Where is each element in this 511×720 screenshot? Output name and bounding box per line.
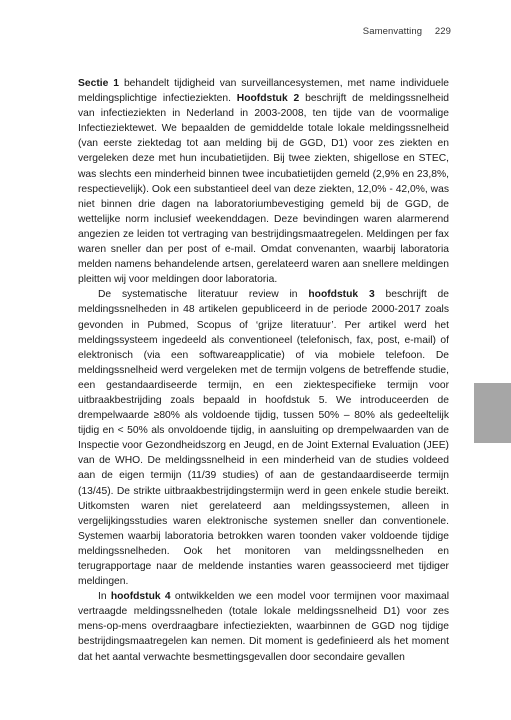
bold-term: Sectie 1 <box>78 78 120 89</box>
text-run: De systematische literatuur review in <box>98 289 309 301</box>
text-run: beschrijft de meldingssnelheid van infectieziekten in Nederland in 2003-2008, ten tijde van de voormalige Infectieziektewet. We bepaalden de gemiddelde totale lokale meldingssnelheid (van eerste ziektedag tot aan melding bij de GGD, D1) voor zes ziekten en vergeleken deze met hun incubatietijden. Bij twee ziekten, shigellose en STEC, was slechts een minderheid binnen twee incubatietijden gemeld (2,9% en 23,8%, respectievelijk). Ook een substantieel deel van deze ziekten, 12,0% - 42,0%, was niet binnen drie dagen na laboratoriumbevestiging gemeld bij de GGD, de wettelijke norm inclusief weekenddagen. Deze bevindingen waren alarmerend angezien ze leiden tot vertraging van bestrijdingsmaatregelen. Meldingen per fax waren sneller dan per post of e-mail. Omdat convenanten, waarbij laboratoria melden namens behandelende artsen, gerelateerd waren aan snellere meldingen pleitten wij voor meldingen door laboratoria. <box>78 93 449 286</box>
text-run: behandelt tijdigheid van surveillancesystemen, met name individuele meldingsplichtige infectieziekten. <box>78 78 449 105</box>
bold-term: hoofdstuk 3 <box>308 289 375 301</box>
page-number: 229 <box>434 26 451 37</box>
text-run: In <box>98 591 111 603</box>
bold-term: hoofdstuk 4 <box>110 591 171 603</box>
section-title: Samenvatting <box>362 26 423 37</box>
running-header <box>363 26 451 37</box>
text-run: beschrijft de meldingssnelheden in 48 artikelen gepubliceerd in de periode 2000-2017 zoals gevonden in Pubmed, Scopus of ‘grijze literatuur’. Per artikel werd het meldingssysteem ingedeeld als conventioneel (telefonisch, fax, post, e-mail) of elektronisch (via een softwareapplicatie) of via mobiele telefoon. De meldingssnelheid werd vergeleken met de termijn volgens de betreffende studie, een gestandaardiseerde termijn, en een ziektespecifieke termijn voor uitbraakbestrijding zoals bepaald in hoofdstuk 5. We introduceerden de drempelwaarde ≥80% als voldoende tijdig, tussen 50% – 80% als gedeeltelijk tijdig en < 50% als onvoldoende tijdig, in aansluiting op drempelwaarden van de Inspectie voor Gezondheidszorg en Jeugd, en de Joint External Evaluation (JEE) van de WHO. De meldingssnelheid in een minderheid van de studies voldeed aan de eigen termijn (11/39 studies) of aan de gestandaardiseerde termijn (13/45). De strikte uitbraakbestrijdingstermijn werd in geen enkele studie bereikt. Uitkomsten waren niet gerelateerd aan meldingssystemen, alleen in vergelijkingsstudies waren elektronische systemen sneller dan conventionele. Systemen waarbij laboratoria betrokken waren toonden vaker voldoende tijdige meldingssnelheden. Ook het monitoren van meldingssnelheden en terugrapportage naar de meldende instanties waren geassocieerd met tijdiger meldingen. <box>78 289 449 588</box>
bold-term: Hoofdstuk 2 <box>236 93 300 105</box>
paragraph <box>78 589 449 664</box>
body-text <box>78 76 449 665</box>
paragraph <box>78 287 449 589</box>
text-run: ontwikkelden we een model voor termijnen voor maximaal vertraagde meldingssnelheden (totale lokale meldingssnelheid D1) voor zes mens-op-mens overdraagbare infectieziekten, waarbinnen de GGD nog tijdige bestrijdingsmaatregelen kan nemen. Dit moment is gedefinieerd als het moment dat het aantal verwachte besmettingsgevallen door secondaire gevallen <box>78 591 449 663</box>
paragraph <box>78 76 449 287</box>
section-thumb-tab <box>474 383 511 443</box>
